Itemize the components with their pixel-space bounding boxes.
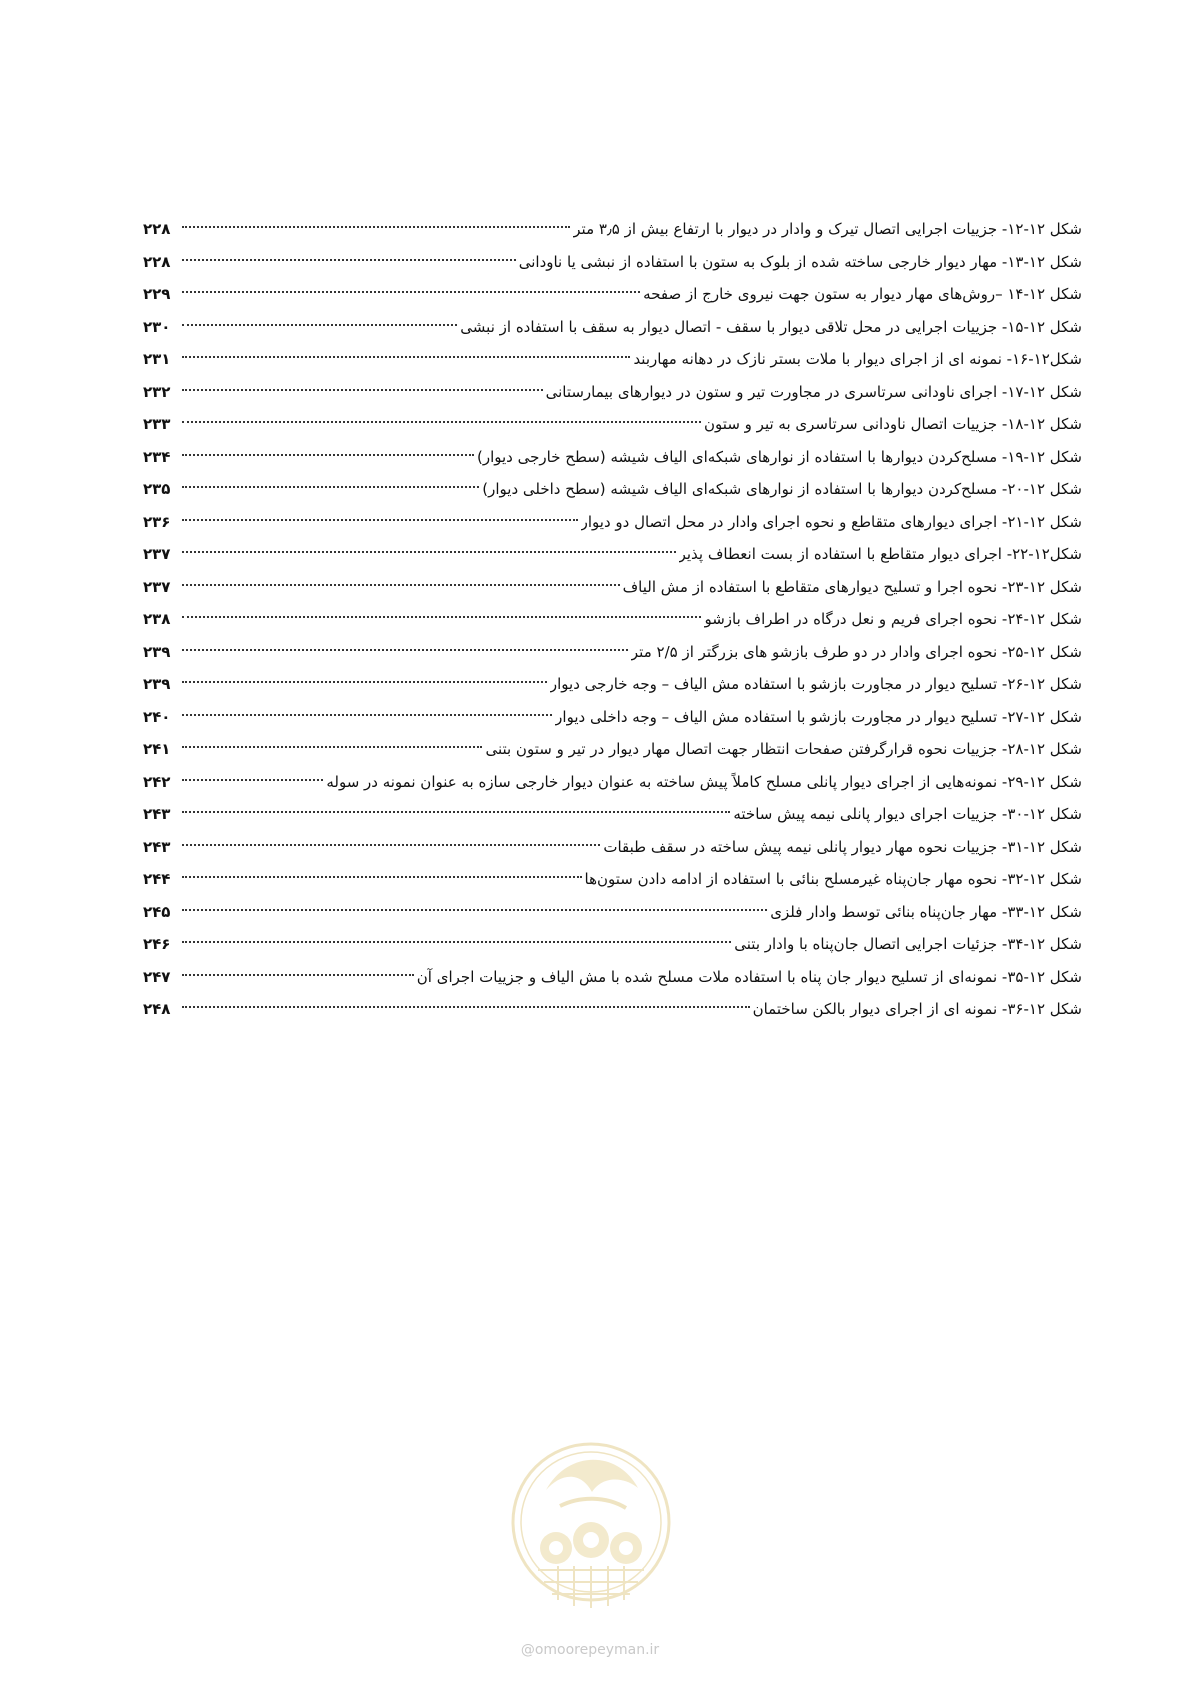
toc-entry-title: شکل ۱۲-۲۳- نحوه اجرا و تسلیح دیوارهای متقاطع با استفاده از مش الیاف [622,577,1082,596]
toc-entry[interactable] [143,961,1082,994]
toc-dot-leader [182,876,582,878]
toc-dot-leader [182,291,640,293]
toc-dot-leader [182,324,457,326]
toc-entry[interactable] [143,278,1082,311]
toc-dot-leader [182,584,620,586]
toc-entry[interactable] [143,538,1082,571]
toc-entry-page-number: ۲۲۹ [143,285,171,303]
toc-entry[interactable] [143,213,1082,246]
toc-entry-title: شکل ۱۲-۲۴- نحوه اجرای فریم و نعل درگاه در اطراف بازشو [704,610,1082,628]
toc-dot-leader [182,779,323,781]
toc-dot-leader [182,616,701,618]
toc-entry[interactable] [143,798,1082,831]
toc-entry[interactable] [143,506,1082,539]
toc-entry-page-number: ۲۴۷ [143,967,171,986]
toc-entry[interactable] [143,766,1082,799]
toc-entry[interactable] [143,993,1082,1026]
toc-dot-leader [182,681,547,683]
toc-dot-leader [182,714,552,716]
toc-entry-title: شکل ۱۲-۱۸- جزییات اتصال ناودانی سرتاسری به تیر و ستون [704,415,1082,433]
toc-dot-leader [182,421,701,423]
toc-entry-title: شکل ۱۲-۳۰- جزییات اجرای دیوار پانلی نیمه پیش ساخته [733,805,1082,823]
toc-entry[interactable] [143,831,1082,864]
toc-entry[interactable] [143,343,1082,376]
toc-entry-title: شکل ۱۲-۳۵- نمونه‌ای از تسلیح دیوار جان پناه با استفاده ملات مسلح شده با مش الیاف و جزییات اجرای آن [416,967,1082,986]
toc-entry-title: شکل ۱۲-۱۴ –روش‌های مهار دیوار به ستون جهت نیروی خارج از صفحه [643,285,1082,303]
toc-dot-leader [182,226,570,228]
toc-entry[interactable] [143,863,1082,896]
toc-entry-page-number: ۲۳۶ [143,512,171,531]
toc-entry-title: شکل ۱۲-۳۳- مهار جان‌پناه بنائی توسط وادار فلزی [770,902,1082,921]
toc-entry-title: شکل۱۲-۱۶- نمونه ای از اجرای دیوار با ملات بستر نازک در دهانه مهاربند [633,350,1082,368]
toc-entry[interactable] [143,571,1082,604]
toc-entry-title: شکل ۱۲-۱۷- اجرای ناودانی سرتاسری در مجاورت تیر و ستون در دیوارهای بیمارستانی [545,382,1082,401]
toc-entry-title: شکل ۱۲-۲۰- مسلح‌کردن دیوارها با استفاده از نوارهای شبکه‌ای الیاف شیشه (سطح داخلی دیوار) [482,480,1082,498]
toc-entry-page-number: ۲۴۴ [143,870,171,888]
toc-entry-title: شکل ۱۲-۲۸- جزییات نحوه قرارگرفتن صفحات انتظار جهت اتصال مهار دیوار در تیر و ستون بتنی [485,740,1082,758]
toc-entry-page-number: ۲۴۸ [143,1000,171,1018]
watermark-url: @omoorepeyman.ir [520,1642,660,1658]
toc-dot-leader [182,941,731,943]
toc-entry-title: شکل ۱۲-۱۳- مهار دیوار خارجی ساخته شده از بلوک به ستون با استفاده از نبشی یا ناودانی [518,252,1082,271]
toc-entry-page-number: ۲۴۳ [143,837,171,856]
toc-entry-title: شکل۱۲-۲۲- اجرای دیوار متقاطع با استفاده از بست انعطاف پذیر [678,545,1082,563]
toc-entry-title: شکل ۱۲-۲۹- نمونه‌هایی از اجرای دیوار پانلی مسلح کاملاً پیش ساخته به عنوان دیوار خارجی سازه به عنوان نمونه در سوله [326,772,1082,791]
toc-entry[interactable] [143,733,1082,766]
toc-entry-page-number: ۲۴۵ [143,902,171,921]
toc-entry-title: شکل ۱۲-۲۱- اجرای دیوارهای متقاطع و نحوه اجرای وادار در محل اتصال دو دیوار [580,512,1082,531]
toc-entry-page-number: ۲۳۲ [143,382,171,401]
toc-entry[interactable] [143,701,1082,734]
toc-entry-page-number: ۲۴۳ [143,805,171,823]
toc-entry[interactable] [143,408,1082,441]
toc-entry[interactable] [143,928,1082,961]
toc-entry-title: شکل ۱۲-۱۹- مسلح‌کردن دیوارها با استفاده از نوارهای شبکه‌ای الیاف شیشه (سطح خارجی دیوار) [477,447,1082,466]
toc-entry-page-number: ۲۳۳ [143,415,171,433]
toc-entry-page-number: ۲۳۴ [143,447,171,466]
toc-entry[interactable] [143,376,1082,409]
toc-dot-leader [182,356,630,358]
toc-entry[interactable] [143,311,1082,344]
toc-entry-page-number: ۲۳۷ [143,545,171,563]
toc-entry-page-number: ۲۳۰ [143,317,171,336]
toc-entry-title: شکل ۱۲-۲۷- تسلیح دیوار در مجاورت بازشو با استفاده مش الیاف – وجه داخلی دیوار [555,707,1082,726]
toc-entry-title: شکل ۱۲-۱۵- جزییات اجرایی در محل تلاقی دیوار با سقف - اتصال دیوار به سقف با استفاده از نبشی [460,317,1082,336]
toc-dot-leader [182,974,414,976]
toc-entry-page-number: ۲۲۸ [143,252,171,271]
toc-entry-page-number: ۲۳۵ [143,480,171,498]
toc-entry[interactable] [143,636,1082,669]
toc-entry-title: شکل ۱۲-۳۲- نحوه مهار جان‌پناه غیرمسلح بنائی با استفاده از ادامه دادن ستون‌ها [584,870,1082,888]
toc-entry-title: شکل ۱۲-۲۵- نحوه اجرای وادار در دو طرف بازشو های بزرگتر از ۲/۵ متر [630,642,1082,661]
toc-entry-page-number: ۲۴۱ [143,740,171,758]
toc-entry[interactable] [143,603,1082,636]
toc-entry[interactable] [143,246,1082,279]
toc-dot-leader [182,844,600,846]
toc-entry-title: شکل ۱۲-۳۱- جزییات نحوه مهار دیوار پانلی نیمه پیش ساخته در سقف طبقات [603,837,1082,856]
toc-entry-page-number: ۲۳۷ [143,577,171,596]
toc-entry[interactable] [143,473,1082,506]
toc-dot-leader [182,551,676,553]
toc-entry[interactable] [143,668,1082,701]
toc-dot-leader [182,811,730,813]
toc-entry-title: شکل ۱۲-۳۴- جزئیات اجرایی اتصال جان‌پناه با وادار بتنی [734,935,1082,953]
toc-entry-page-number: ۲۴۶ [143,935,171,953]
toc-entry-page-number: ۲۲۸ [143,220,171,238]
toc-dot-leader [182,519,578,521]
omoorepeyman-logo-icon [508,1430,674,1635]
toc-dot-leader [182,649,628,651]
toc-entry-page-number: ۲۳۱ [143,350,171,368]
toc-dot-leader [182,746,482,748]
toc-entry-title: شکل ۱۲-۱۲- جزییات اجرایی اتصال تیرک و وادار در دیوار با ارتفاع بیش از ۳٫۵ متر [573,220,1082,238]
toc-entry-page-number: ۲۳۹ [143,642,171,661]
toc-dot-leader [182,389,543,391]
toc-entry-page-number: ۲۴۰ [143,707,171,726]
toc-entry-page-number: ۲۳۸ [143,610,171,628]
toc-dot-leader [182,486,479,488]
toc-entry[interactable] [143,441,1082,474]
toc-entry-title: شکل ۱۲-۲۶- تسلیح دیوار در مجاورت بازشو با استفاده مش الیاف – وجه خارجی دیوار [549,675,1082,693]
toc-entry-page-number: ۲۴۲ [143,772,171,791]
toc-dot-leader [182,454,474,456]
toc-dot-leader [182,259,516,261]
toc-entry[interactable] [143,896,1082,929]
toc-entry-page-number: ۲۳۹ [143,675,171,693]
toc-entry-title: شکل ۱۲-۳۶- نمونه ای از اجرای دیوار بالکن ساختمان [752,1000,1082,1018]
toc-dot-leader [182,1006,750,1008]
table-of-figures [143,213,1082,1026]
toc-dot-leader [182,909,767,911]
